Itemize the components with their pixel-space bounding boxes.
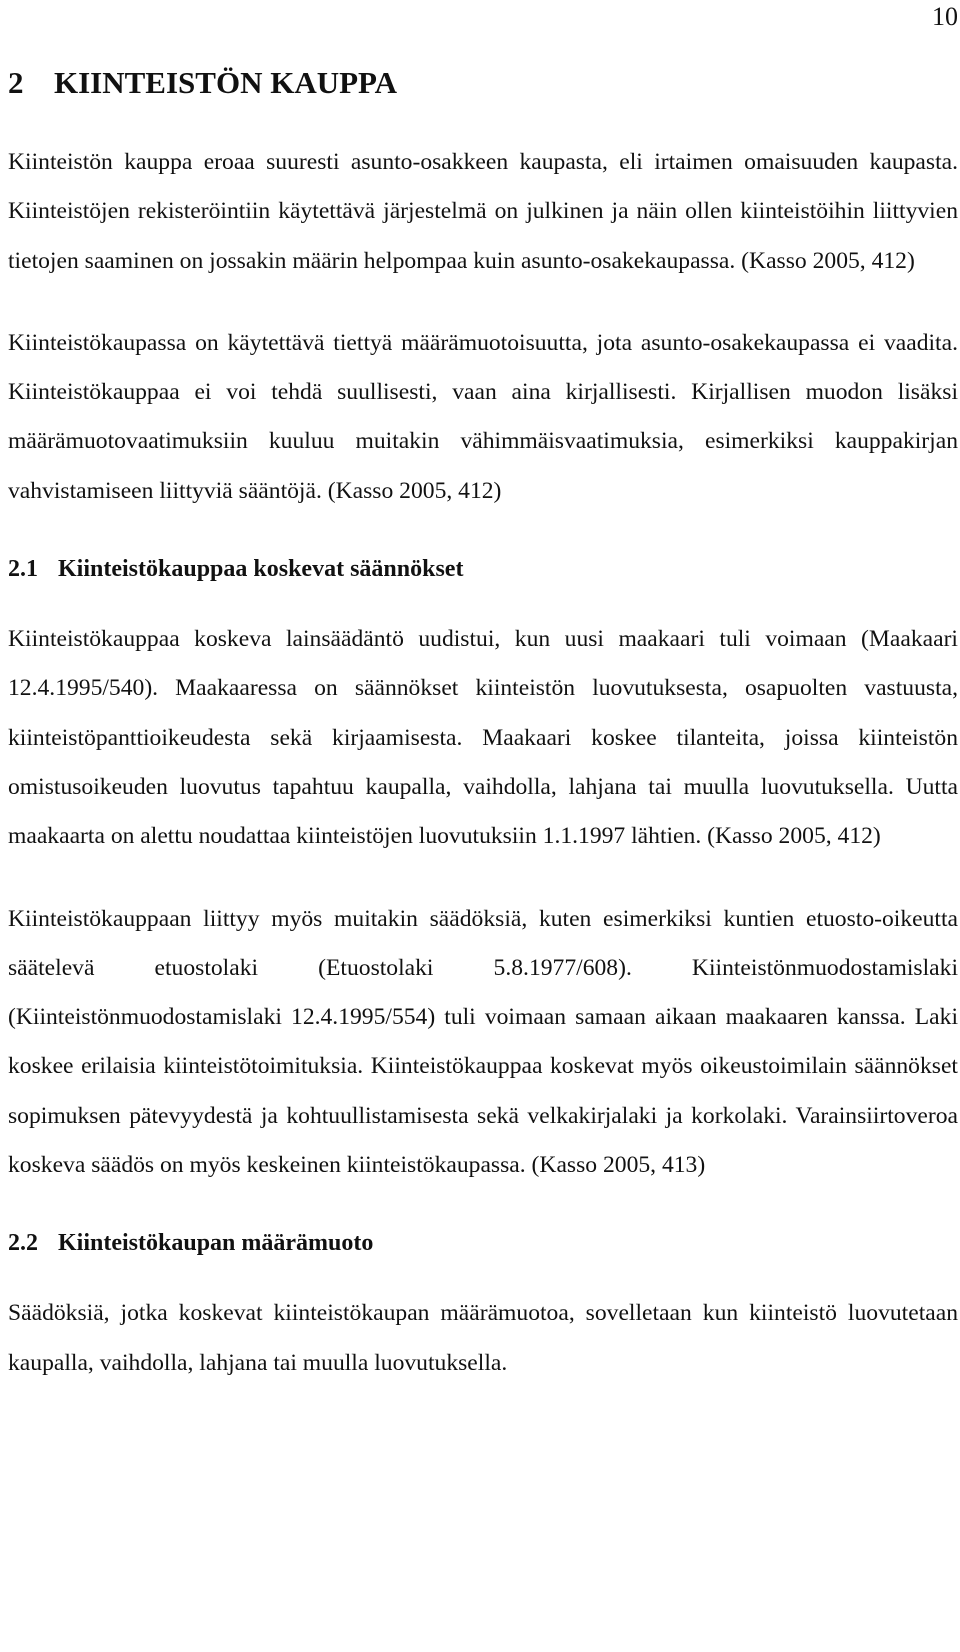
paragraph: Säädöksiä, jotka koskevat kiinteistökaupan määrämuotoa, sovelletaan kun kiinteistö luovutetaan kaupalla, vaihdolla, lahjana tai muulla luovutuksella. [8,1300,958,1376]
paragraph: Kiinteistökaupassa on käytettävä tiettyä määrämuotoisuutta, jota asunto-osakekaupassa ei vaadita. Kiinteistökauppaa ei voi tehdä suullisesti, vaan aina kirjallisesti. Kirjallisen muodon lisäksi määrämuotovaatimuksiin kuuluu muitakin vähimmäisvaatimuksia, esimerkiksi kauppakirjan vahvistamiseen liittyviä sääntöjä. (Kasso 2005, 412) [8,329,958,504]
paragraph: Kiinteistökauppaan liittyy myös muitakin säädöksiä, kuten esimerkiksi kuntien etuosto-oikeutta säätelevä etuostolaki (Etuostolaki 5.8.1977/608). Kiinteistönmuodostamislaki (Kiinteistönmuodostamislaki 12.4.1995/554) tuli voimaan samaan aikaan maakaaren kanssa. Laki koskee erilaisia kiinteistötoimituksia. Kiinteistökauppaa koskevat myös oikeustoimilain säännökset sopimuksen pätevyydestä ja kohtuullistamisesta sekä velkakirjalaki ja korkolaki. Varainsiirtoveroa koskeva säädös on myös keskeinen kiinteistökaupassa. (Kasso 2005, 413) [8,905,958,1179]
section-number: 2.1 [8,556,38,583]
section-heading [8,549,958,589]
chapter-heading [8,58,958,108]
section-title: Kiinteistökauppaa koskevat säännökset [58,556,464,583]
chapter-number: 2 [8,65,24,100]
paragraph: Kiinteistökauppaa koskeva lainsäädäntö uudistui, kun uusi maakaari tuli voimaan (Maakaari 12.4.1995/540). Maakaaressa on säännökset kiinteistön luovutuksesta, osapuolten vastuusta, kiinteistöpanttioikeudesta sekä kirjaamisesta. Maakaari koskee tilanteita, joissa kiinteistön omistusoikeuden luovutus tapahtuu kaupalla, vaihdolla, lahjana tai muulla luovutuksella. Uutta maakaarta on alettu noudattaa kiinteistöjen luovutuksiin 1.1.1997 lähtien. (Kasso 2005, 412) [8,626,958,850]
section-number: 2.2 [8,1230,38,1257]
paragraph: Kiinteistön kauppa eroaa suuresti asunto-osakkeen kaupasta, eli irtaimen omaisuuden kaupasta. Kiinteistöjen rekisteröintiin käytettävä järjestelmä on julkinen ja näin ollen kiinteistöihin liittyvien tietojen saaminen on jossakin määrin helpompaa kuin asunto-osakekaupassa. (Kasso 2005, 412) [8,149,958,274]
document-body [8,58,958,1421]
page-number: 10 [932,2,958,31]
section-title: Kiinteistökaupan määrämuoto [58,1230,374,1257]
section-heading [8,1223,958,1263]
chapter-title: KIINTEISTÖN KAUPPA [54,65,398,100]
